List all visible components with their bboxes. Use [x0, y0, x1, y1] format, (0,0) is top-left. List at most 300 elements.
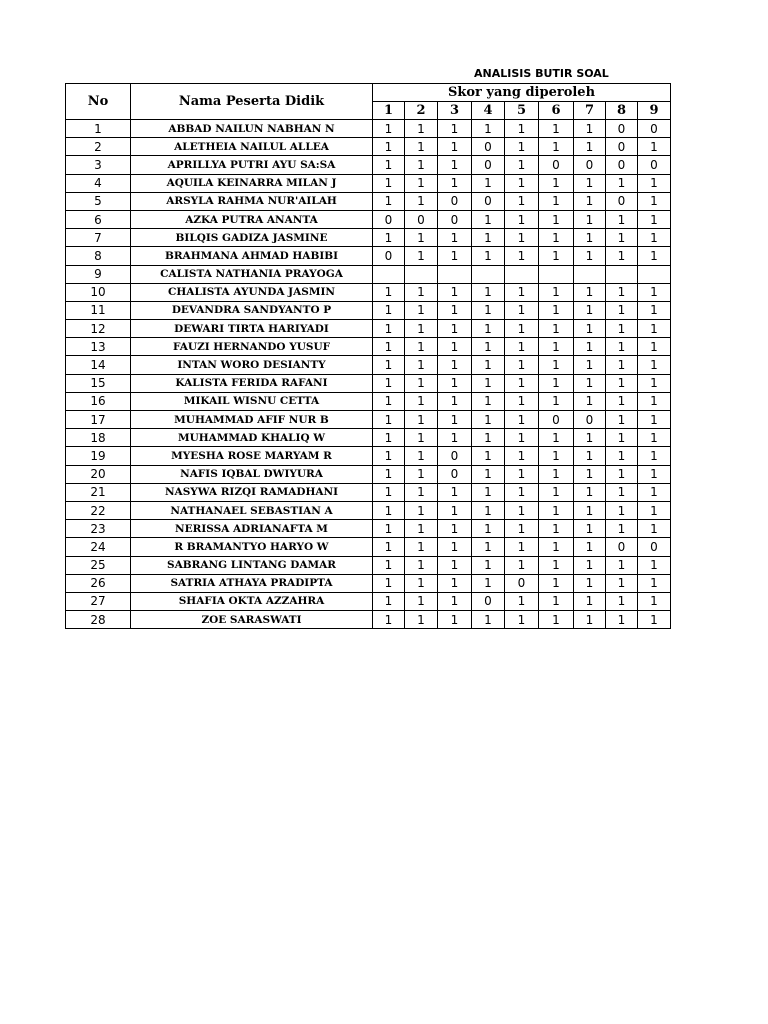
score-cell: 1: [539, 229, 574, 247]
score-cell: 1: [373, 592, 405, 610]
table-row: [66, 429, 671, 447]
score-cell: 1: [405, 556, 438, 574]
score-cell: 1: [505, 210, 539, 228]
table-row: [66, 501, 671, 519]
row-number: 12: [66, 320, 131, 338]
table-row: [66, 392, 671, 410]
row-number: 1: [66, 120, 131, 138]
score-cell: 1: [606, 392, 638, 410]
score-cell: 1: [438, 247, 472, 265]
score-cell: 1: [405, 156, 438, 174]
score-cell: 1: [373, 538, 405, 556]
score-cell: 1: [606, 520, 638, 538]
score-cell: 1: [405, 447, 438, 465]
table-row: [66, 138, 671, 156]
row-number: 10: [66, 283, 131, 301]
score-cell: 1: [472, 283, 505, 301]
row-number: 8: [66, 247, 131, 265]
score-cell: 1: [638, 592, 671, 610]
score-cell: 1: [539, 429, 574, 447]
score-cell: 1: [606, 501, 638, 519]
score-cell: 1: [638, 192, 671, 210]
score-cell: 1: [373, 520, 405, 538]
student-name: MYESHA ROSE MARYAM R: [131, 447, 373, 465]
score-cell: 1: [606, 483, 638, 501]
score-cell: 1: [405, 120, 438, 138]
row-number: 15: [66, 374, 131, 392]
score-cell: 1: [574, 356, 606, 374]
student-name: MIKAIL WISNU CETTA: [131, 392, 373, 410]
student-name: DEVANDRA SANDYANTO P: [131, 301, 373, 319]
score-cell: 1: [472, 574, 505, 592]
row-number: 25: [66, 556, 131, 574]
score-cell: 1: [505, 520, 539, 538]
table-row: [66, 120, 671, 138]
score-cell: 1: [472, 429, 505, 447]
table-row: [66, 338, 671, 356]
table-row: [66, 210, 671, 228]
score-cell: 1: [638, 229, 671, 247]
student-name: DEWARI TIRTA HARIYADI: [131, 320, 373, 338]
score-cell: 1: [638, 138, 671, 156]
row-number: 28: [66, 611, 131, 629]
score-cell: 1: [472, 611, 505, 629]
row-number: 5: [66, 192, 131, 210]
column-header-question: 7: [574, 102, 606, 120]
column-header-question: 9: [638, 102, 671, 120]
score-cell: 1: [373, 320, 405, 338]
score-cell: [574, 265, 606, 283]
row-number: 23: [66, 520, 131, 538]
score-cell: 1: [505, 501, 539, 519]
score-cell: 0: [539, 156, 574, 174]
score-cell: 1: [606, 283, 638, 301]
student-name: R BRAMANTYO HARYO W: [131, 538, 373, 556]
score-cell: 1: [539, 301, 574, 319]
score-cell: 1: [405, 429, 438, 447]
table-row: [66, 465, 671, 483]
score-cell: 1: [373, 483, 405, 501]
score-cell: 1: [505, 229, 539, 247]
score-cell: 1: [505, 301, 539, 319]
score-cell: 1: [606, 174, 638, 192]
score-cell: 1: [405, 338, 438, 356]
score-cell: 1: [539, 356, 574, 374]
score-cell: 1: [438, 283, 472, 301]
student-name: BRAHMANA AHMAD HABIBI: [131, 247, 373, 265]
table-row: [66, 247, 671, 265]
score-cell: 0: [438, 447, 472, 465]
score-cell: 1: [539, 374, 574, 392]
score-cell: 1: [638, 210, 671, 228]
score-cell: 1: [539, 483, 574, 501]
score-cell: 1: [574, 465, 606, 483]
score-cell: 1: [638, 283, 671, 301]
score-cell: 1: [574, 592, 606, 610]
score-cell: 1: [638, 374, 671, 392]
score-cell: 1: [472, 501, 505, 519]
score-cell: 1: [472, 520, 505, 538]
score-cell: 1: [638, 483, 671, 501]
score-cell: 1: [638, 174, 671, 192]
score-cell: 1: [574, 210, 606, 228]
score-cell: 1: [438, 156, 472, 174]
score-cell: 1: [373, 156, 405, 174]
column-header-no: No: [66, 84, 131, 120]
score-cell: 1: [505, 411, 539, 429]
row-number: 19: [66, 447, 131, 465]
score-cell: 1: [373, 174, 405, 192]
student-name: AQUILA KEINARRA MILAN J: [131, 174, 373, 192]
score-cell: 1: [638, 411, 671, 429]
column-header-question: 6: [539, 102, 574, 120]
score-cell: 1: [438, 501, 472, 519]
score-cell: 1: [539, 392, 574, 410]
score-cell: 1: [606, 611, 638, 629]
column-header-question: 5: [505, 102, 539, 120]
score-cell: 1: [405, 174, 438, 192]
table-row: [66, 283, 671, 301]
score-cell: 1: [574, 120, 606, 138]
score-cell: 1: [438, 229, 472, 247]
score-cell: 1: [472, 229, 505, 247]
score-cell: 1: [405, 501, 438, 519]
score-cell: 1: [539, 592, 574, 610]
score-cell: 1: [405, 247, 438, 265]
score-cell: 1: [505, 611, 539, 629]
score-cell: 1: [539, 320, 574, 338]
table-row: [66, 301, 671, 319]
score-cell: 1: [405, 283, 438, 301]
student-name: ARSYLA RAHMA NUR'AILAH: [131, 192, 373, 210]
score-cell: 1: [373, 465, 405, 483]
column-header-question: 4: [472, 102, 505, 120]
student-name: BILQIS GADIZA JASMINE: [131, 229, 373, 247]
score-cell: 1: [405, 483, 438, 501]
score-cell: 1: [638, 301, 671, 319]
score-cell: 1: [574, 556, 606, 574]
score-cell: 0: [606, 156, 638, 174]
score-cell: 1: [539, 338, 574, 356]
score-cell: 1: [438, 592, 472, 610]
table-row: [66, 574, 671, 592]
score-cell: 1: [405, 411, 438, 429]
score-cell: 0: [472, 192, 505, 210]
score-table: [65, 83, 671, 629]
score-cell: 1: [373, 301, 405, 319]
score-cell: 1: [606, 301, 638, 319]
score-cell: 1: [539, 611, 574, 629]
score-cell: 1: [438, 120, 472, 138]
score-cell: 1: [638, 611, 671, 629]
score-cell: 1: [505, 556, 539, 574]
score-cell: 1: [539, 120, 574, 138]
score-cell: 1: [638, 574, 671, 592]
student-name: NERISSA ADRIANAFTA M: [131, 520, 373, 538]
score-cell: 0: [539, 411, 574, 429]
row-number: 3: [66, 156, 131, 174]
score-cell: 1: [472, 210, 505, 228]
score-cell: 1: [505, 283, 539, 301]
score-cell: 1: [438, 392, 472, 410]
score-cell: 1: [373, 556, 405, 574]
score-cell: 1: [373, 356, 405, 374]
score-cell: [472, 265, 505, 283]
score-cell: [505, 265, 539, 283]
table-row: [66, 520, 671, 538]
score-cell: 1: [505, 247, 539, 265]
table-row: [66, 411, 671, 429]
document-title: ANALISIS BUTIR SOAL: [474, 67, 609, 80]
column-header-score-group: Skor yang diperoleh: [373, 84, 671, 102]
score-cell: 1: [574, 174, 606, 192]
row-number: 2: [66, 138, 131, 156]
score-cell: 1: [574, 138, 606, 156]
row-number: 13: [66, 338, 131, 356]
score-cell: 1: [539, 501, 574, 519]
student-name: KALISTA FERIDA RAFANI: [131, 374, 373, 392]
column-header-question: 2: [405, 102, 438, 120]
score-cell: 1: [405, 229, 438, 247]
score-cell: 1: [574, 247, 606, 265]
row-number: 4: [66, 174, 131, 192]
table-row: [66, 320, 671, 338]
row-number: 7: [66, 229, 131, 247]
score-cell: 1: [539, 192, 574, 210]
score-cell: 1: [438, 483, 472, 501]
score-cell: 1: [505, 338, 539, 356]
score-cell: 0: [638, 120, 671, 138]
score-cell: 0: [505, 574, 539, 592]
score-cell: 1: [574, 611, 606, 629]
table-row: [66, 174, 671, 192]
score-cell: 0: [405, 210, 438, 228]
score-cell: 1: [373, 192, 405, 210]
student-name: MUHAMMAD KHALIQ W: [131, 429, 373, 447]
score-cell: 1: [606, 556, 638, 574]
score-cell: 1: [438, 374, 472, 392]
score-cell: 1: [574, 229, 606, 247]
score-cell: 0: [472, 592, 505, 610]
score-cell: 1: [405, 520, 438, 538]
score-cell: 1: [574, 392, 606, 410]
score-cell: 1: [472, 356, 505, 374]
score-cell: 1: [373, 411, 405, 429]
score-cell: 1: [539, 556, 574, 574]
score-cell: 1: [373, 429, 405, 447]
student-name: CALISTA NATHANIA PRAYOGA: [131, 265, 373, 283]
score-cell: 1: [472, 538, 505, 556]
score-cell: 0: [472, 156, 505, 174]
header-row-group: [66, 84, 671, 102]
score-cell: 1: [539, 174, 574, 192]
score-cell: 0: [638, 156, 671, 174]
score-cell: 1: [505, 374, 539, 392]
row-number: 6: [66, 210, 131, 228]
score-cell: 1: [505, 392, 539, 410]
table-row: [66, 156, 671, 174]
score-cell: 1: [472, 320, 505, 338]
score-cell: 1: [539, 210, 574, 228]
student-name: NASYWA RIZQI RAMADHANI: [131, 483, 373, 501]
column-header-question: 3: [438, 102, 472, 120]
score-cell: 1: [405, 301, 438, 319]
score-cell: 1: [438, 138, 472, 156]
score-cell: 0: [373, 247, 405, 265]
score-cell: 1: [405, 138, 438, 156]
table-row: [66, 447, 671, 465]
score-cell: 1: [505, 120, 539, 138]
score-cell: 1: [574, 192, 606, 210]
score-cell: 1: [472, 411, 505, 429]
table-row: [66, 483, 671, 501]
score-cell: 1: [438, 429, 472, 447]
score-cell: 1: [574, 320, 606, 338]
row-number: 9: [66, 265, 131, 283]
score-cell: 1: [405, 392, 438, 410]
score-cell: 1: [373, 120, 405, 138]
row-number: 18: [66, 429, 131, 447]
score-cell: 1: [472, 174, 505, 192]
score-cell: 1: [472, 374, 505, 392]
score-cell: 1: [539, 283, 574, 301]
score-cell: 1: [438, 556, 472, 574]
score-cell: 1: [438, 520, 472, 538]
score-cell: 1: [472, 392, 505, 410]
score-cell: 1: [505, 447, 539, 465]
score-cell: 1: [606, 338, 638, 356]
score-cell: 1: [472, 301, 505, 319]
score-cell: 1: [638, 447, 671, 465]
score-cell: 1: [638, 338, 671, 356]
table-row: [66, 374, 671, 392]
score-cell: 1: [505, 320, 539, 338]
score-cell: 1: [574, 574, 606, 592]
score-cell: 1: [638, 247, 671, 265]
column-header-question: 8: [606, 102, 638, 120]
score-cell: 1: [405, 356, 438, 374]
score-cell: 1: [574, 538, 606, 556]
score-cell: [373, 265, 405, 283]
student-name: SABRANG LINTANG DAMAR: [131, 556, 373, 574]
score-cell: 0: [373, 210, 405, 228]
score-cell: 0: [574, 411, 606, 429]
score-cell: 0: [606, 138, 638, 156]
score-cell: 1: [373, 447, 405, 465]
score-cell: 1: [405, 592, 438, 610]
student-name: INTAN WORO DESIANTY: [131, 356, 373, 374]
score-cell: 1: [539, 574, 574, 592]
score-cell: 1: [405, 374, 438, 392]
score-cell: 1: [638, 520, 671, 538]
row-number: 22: [66, 501, 131, 519]
score-cell: 0: [606, 192, 638, 210]
score-cell: 1: [472, 483, 505, 501]
score-cell: 1: [574, 283, 606, 301]
score-cell: 1: [438, 338, 472, 356]
row-number: 14: [66, 356, 131, 374]
score-cell: 1: [405, 574, 438, 592]
table-row: [66, 356, 671, 374]
score-cell: 1: [472, 338, 505, 356]
score-cell: 1: [405, 320, 438, 338]
score-cell: 1: [574, 429, 606, 447]
student-name: NATHANAEL SEBASTIAN A: [131, 501, 373, 519]
score-cell: 1: [606, 229, 638, 247]
score-cell: 1: [373, 574, 405, 592]
student-name: MUHAMMAD AFIF NUR B: [131, 411, 373, 429]
score-cell: 1: [373, 501, 405, 519]
score-cell: 1: [472, 120, 505, 138]
row-number: 26: [66, 574, 131, 592]
score-cell: 1: [438, 611, 472, 629]
score-cell: 1: [606, 356, 638, 374]
score-cell: 1: [638, 392, 671, 410]
table-row: [66, 192, 671, 210]
score-cell: 0: [438, 465, 472, 483]
score-cell: 1: [574, 501, 606, 519]
score-cell: 1: [606, 574, 638, 592]
score-cell: 1: [472, 465, 505, 483]
table-row: [66, 592, 671, 610]
score-cell: 0: [638, 538, 671, 556]
score-cell: 0: [574, 156, 606, 174]
student-name: NAFIS IQBAL DWIYURA: [131, 465, 373, 483]
score-cell: 1: [472, 447, 505, 465]
score-cell: 1: [606, 447, 638, 465]
student-name: APRILLYA PUTRI AYU SA:SA: [131, 156, 373, 174]
row-number: 24: [66, 538, 131, 556]
score-cell: 0: [472, 138, 505, 156]
row-number: 11: [66, 301, 131, 319]
score-cell: 1: [539, 447, 574, 465]
score-cell: 1: [405, 465, 438, 483]
score-cell: 1: [472, 247, 505, 265]
score-cell: [438, 265, 472, 283]
score-cell: 1: [539, 465, 574, 483]
table-row: [66, 556, 671, 574]
score-cell: 1: [638, 320, 671, 338]
score-cell: 1: [405, 538, 438, 556]
score-cell: 1: [574, 338, 606, 356]
score-cell: 1: [505, 538, 539, 556]
row-number: 20: [66, 465, 131, 483]
table-row: [66, 229, 671, 247]
score-cell: 1: [638, 556, 671, 574]
student-name: AZKA PUTRA ANANTA: [131, 210, 373, 228]
row-number: 16: [66, 392, 131, 410]
score-cell: 1: [405, 611, 438, 629]
student-name: FAUZI HERNANDO YUSUF: [131, 338, 373, 356]
row-number: 21: [66, 483, 131, 501]
score-cell: 1: [606, 411, 638, 429]
table-row: [66, 265, 671, 283]
score-cell: 1: [405, 192, 438, 210]
score-cell: 1: [505, 356, 539, 374]
score-cell: [606, 265, 638, 283]
score-cell: 1: [574, 447, 606, 465]
row-number: 17: [66, 411, 131, 429]
score-cell: 1: [373, 338, 405, 356]
score-cell: 1: [574, 483, 606, 501]
score-cell: 1: [606, 374, 638, 392]
score-cell: 1: [438, 320, 472, 338]
student-name: SATRIA ATHAYA PRADIPTA: [131, 574, 373, 592]
score-cell: 1: [574, 520, 606, 538]
row-number: 27: [66, 592, 131, 610]
score-cell: 1: [373, 283, 405, 301]
score-cell: 1: [505, 592, 539, 610]
